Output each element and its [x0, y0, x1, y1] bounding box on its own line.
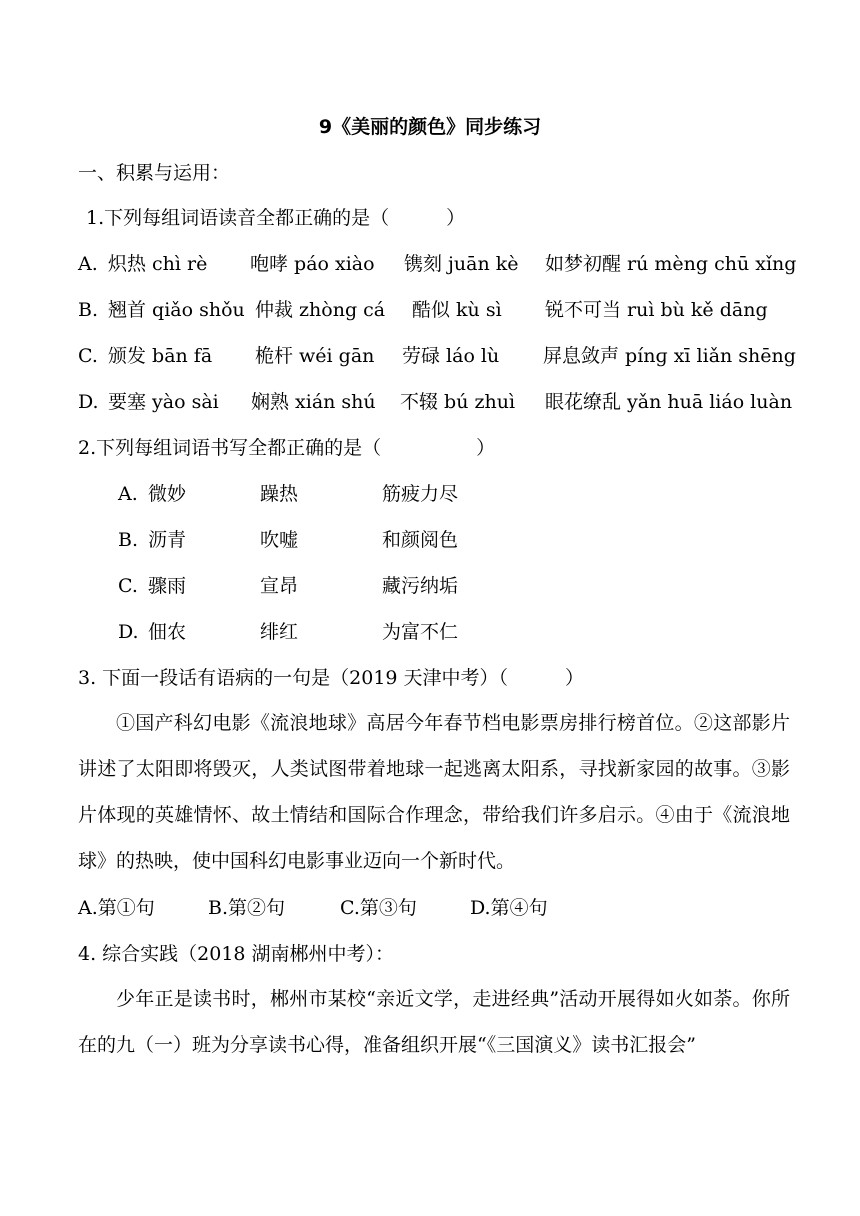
option-item: 要塞 yào sài [108, 391, 219, 413]
option-item: 微妙 [148, 483, 187, 505]
question-3-stem: 3. 下面一段话有语病的一句是（2019 天津中考）（ ） [78, 667, 585, 689]
option-label: A. [118, 483, 138, 505]
option-item: 佃农 [148, 621, 187, 643]
option-item: 屏息敛声 pínɡ xī liǎn shēng [543, 345, 796, 367]
question-3-passage: ①国产科幻电影《流浪地球》高居今年春节档电影票房排行榜首位。②这部影片讲述了太阳即将毁灭，人类试图带着地球一起逃离太阳系，寻找新家园的故事。③影片体现的英雄情怀、故土情结和国际合作理念，带给我们许多启示。④由于《流浪地球》的热映，使中国科幻电影事业迈向一个新时代。 [78, 712, 790, 872]
option-item: 桅杆 wéi gān [255, 345, 375, 367]
option-item: 炽热 chì rè [108, 253, 208, 275]
option-item: 沥青 [148, 529, 187, 551]
option-item: 为富不仁 [382, 621, 459, 643]
option-item: B.第②句 [208, 897, 286, 919]
option-item: 宣昂 [260, 575, 299, 597]
option-item: 劳碌 láo lù [402, 345, 500, 367]
question-4-stem: 4. 综合实践（2018 湖南郴州中考）： [78, 943, 395, 965]
question-2-stem: 2.下列每组词语书写全都正确的是（ ） [78, 437, 496, 459]
option-label: B. [118, 529, 139, 551]
option-label: C. [118, 575, 138, 597]
option-item: D.第④句 [470, 897, 548, 919]
option-item: 躁热 [260, 483, 299, 505]
section-heading: 一、积累与运用： [78, 162, 231, 184]
option-item: A.第①句 [78, 897, 155, 919]
option-item: 酷似 kù sì [412, 299, 502, 321]
question-4-passage: 少年正是读书时，郴州市某校“亲近文学，走进经典”活动开展得如火如荼。你所在的九（一）班为分享读书心得，准备组织开展“《三国演义》读书汇报会” [78, 988, 790, 1056]
page-title: 9《美丽的颜色》同步练习 [318, 116, 542, 138]
option-item: 镌刻 juān kè [404, 253, 519, 275]
option-label: A. [78, 253, 98, 275]
option-label: D. [118, 621, 139, 643]
option-item: 如梦初醒 rú mèng chū xǐng [545, 253, 797, 275]
option-item: 吹嘘 [260, 529, 299, 551]
option-item: 翘首 qiǎo shǒu [108, 299, 245, 321]
question-1-stem: 1.下列每组词语读音全都正确的是（ ） [86, 207, 466, 229]
option-item: C.第③句 [340, 897, 417, 919]
option-item: 眼花缭乱 yǎn huā liáo luàn [545, 391, 793, 413]
option-item: 仲裁 zhòng cá [255, 299, 386, 321]
option-item: 娴熟 xián shú [251, 391, 376, 413]
option-item: 颁发 bān fā [108, 345, 213, 367]
option-label: C. [78, 345, 98, 367]
option-label: D. [78, 391, 99, 413]
option-item: 不辍 bú zhuì [400, 391, 516, 413]
option-item: 筋疲力尽 [382, 483, 459, 505]
option-item: 骤雨 [148, 575, 187, 597]
option-item: 咆哮 páo xiào [250, 253, 375, 275]
option-item: 绯红 [260, 621, 299, 643]
option-item: 锐不可当 ruì bù kě dāng [545, 299, 768, 321]
option-item: 藏污纳垢 [382, 575, 459, 597]
option-item: 和颜阅色 [382, 529, 459, 551]
option-label: B. [78, 299, 99, 321]
